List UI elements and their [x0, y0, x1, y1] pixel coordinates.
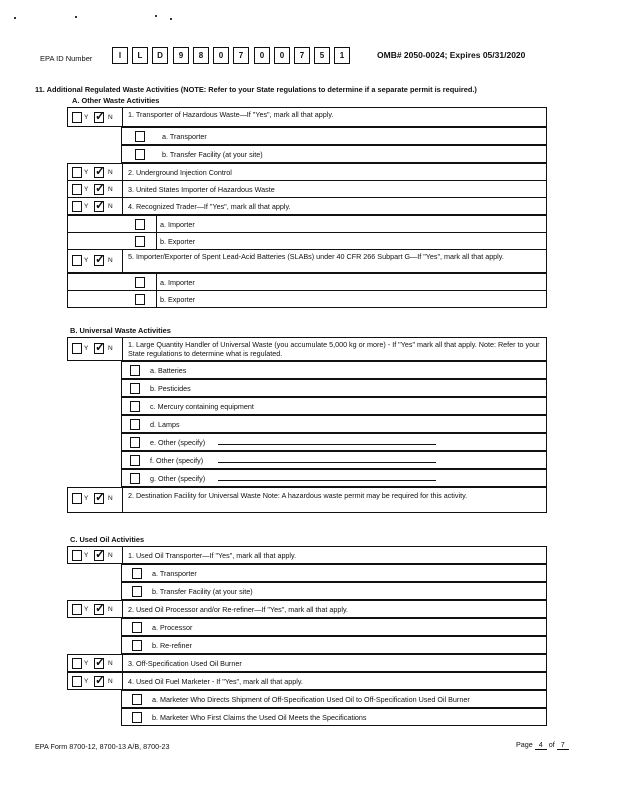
- no-checkbox[interactable]: [94, 493, 104, 504]
- scan-speck: [155, 15, 157, 17]
- activity-label: 2. Destination Facility for Universal Waste Note: A hazardous waste permit may be required for this activity.: [128, 491, 468, 500]
- sub-activity-label: b. Pesticides: [150, 384, 191, 393]
- other-f-checkbox[interactable]: [130, 455, 140, 466]
- sub-activity-label: g. Other (specify): [150, 474, 206, 483]
- activity-label: 4. Used Oil Fuel Marketer - If "Yes", mark all that apply.: [128, 677, 303, 686]
- sub-activity-row: [121, 127, 547, 145]
- epa-id-char[interactable]: 7: [294, 47, 310, 64]
- epa-id-char[interactable]: 0: [274, 47, 290, 64]
- sub-activity-label: b. Marketer Who First Claims the Used Oil Meets the Specifications: [152, 713, 367, 722]
- pesticides-checkbox[interactable]: [130, 383, 140, 394]
- activity-label: 1. Large Quantity Handler of Universal Waste (you accumulate 5,000 kg or more) - If "Yes" mark all that apply. Note: Refer to your State regulations to determine what is regulated.: [128, 340, 540, 358]
- sub-activity-label: b. Re-refiner: [152, 641, 192, 650]
- yes-no-cell: [68, 250, 123, 272]
- yes-no-cell: [68, 181, 123, 197]
- sub-activity-row: [67, 215, 547, 233]
- page-number: 4: [535, 740, 547, 750]
- epa-id-label: EPA ID Number: [40, 54, 93, 63]
- activity-label: 4. Recognized Trader—If "Yes", mark all that apply.: [128, 202, 291, 211]
- sub-activity-label: a. Importer: [160, 278, 195, 287]
- yes-checkbox[interactable]: [72, 255, 82, 266]
- yes-label: Y: [84, 114, 89, 121]
- no-checkbox[interactable]: [94, 255, 104, 266]
- universal-waste-table: [67, 337, 547, 515]
- yes-checkbox[interactable]: [72, 550, 82, 561]
- transporter-checkbox[interactable]: [135, 131, 145, 142]
- yes-checkbox[interactable]: [72, 343, 82, 354]
- sub-activity-row: [121, 469, 547, 487]
- importer-checkbox[interactable]: [135, 219, 145, 230]
- yes-label: Y: [84, 552, 89, 559]
- lamps-checkbox[interactable]: [130, 419, 140, 430]
- table-row: [67, 337, 547, 361]
- yes-no-cell: [68, 198, 123, 214]
- sub-activity-row: [121, 145, 547, 163]
- sub-activity-label: d. Lamps: [150, 420, 180, 429]
- yes-label: Y: [84, 203, 89, 210]
- yes-no-cell: [68, 547, 123, 563]
- yes-no-cell: [68, 164, 123, 180]
- yes-checkbox[interactable]: [72, 676, 82, 687]
- yes-no-cell: [68, 601, 123, 617]
- yes-label: Y: [84, 606, 89, 613]
- sub-activity-label: a. Transporter: [162, 132, 207, 141]
- sub-activity-row: [121, 451, 547, 469]
- sub-activity-label: a. Marketer Who Directs Shipment of Off-Specification Used Oil to Off-Specification Used Oil Burner: [152, 695, 470, 704]
- no-checkbox[interactable]: [94, 184, 104, 195]
- sub-activity-row: [67, 290, 547, 308]
- used-oil-table: [67, 546, 547, 730]
- yes-no-cell: [68, 655, 123, 671]
- transfer-facility-checkbox[interactable]: [132, 586, 142, 597]
- transfer-facility-checkbox[interactable]: [135, 149, 145, 160]
- table-row: [67, 672, 547, 690]
- yes-label: Y: [84, 257, 89, 264]
- sub-activity-label: a. Transporter: [152, 569, 197, 578]
- no-label: N: [108, 678, 113, 685]
- specify-line[interactable]: [218, 473, 436, 481]
- page-total: 7: [557, 740, 569, 750]
- epa-id-char[interactable]: D: [152, 47, 168, 64]
- sub-activity-row: [121, 433, 547, 451]
- exporter-checkbox[interactable]: [135, 236, 145, 247]
- sub-activity-row: [67, 232, 547, 250]
- epa-id-char[interactable]: I: [112, 47, 128, 64]
- sub-activity-label: b. Exporter: [160, 237, 196, 246]
- form-number: EPA Form 8700-12, 8700-13 A/B, 8700-23: [35, 742, 170, 751]
- activity-label: 5. Importer/Exporter of Spent Lead-Acid Batteries (SLABs) under 40 CFR 266 Subpart G—If "Yes", mark all that apply.: [128, 252, 504, 261]
- section-c-title: C. Used Oil Activities: [70, 535, 145, 544]
- section-a-title: A. Other Waste Activities: [72, 96, 160, 105]
- table-row: [67, 600, 547, 618]
- section-11-title: 11. Additional Regulated Waste Activities (NOTE: Refer to your State regulations to determine if a separate permit is required.): [35, 85, 477, 94]
- table-row: [67, 487, 547, 513]
- sub-activity-label: a. Processor: [152, 623, 193, 632]
- sub-activity-row: [121, 361, 547, 379]
- no-label: N: [108, 114, 113, 121]
- no-label: N: [108, 495, 113, 502]
- scan-speck: [75, 16, 77, 18]
- activity-label: 3. Off-Specification Used Oil Burner: [128, 659, 242, 668]
- sub-activity-label: b. Transfer Facility (at your site): [152, 587, 253, 596]
- table-row: [67, 107, 547, 127]
- no-label: N: [108, 203, 113, 210]
- activity-label: 2. Underground Injection Control: [128, 168, 232, 177]
- no-checkbox[interactable]: [94, 604, 104, 615]
- yes-checkbox[interactable]: [72, 167, 82, 178]
- sub-activity-row: [121, 564, 547, 582]
- yes-label: Y: [84, 186, 89, 193]
- processor-checkbox[interactable]: [132, 622, 142, 633]
- exporter-checkbox[interactable]: [135, 294, 145, 305]
- sub-activity-row: [121, 708, 547, 726]
- no-checkbox[interactable]: [94, 343, 104, 354]
- omb-number: OMB# 2050-0024; Expires 05/31/2020: [377, 50, 526, 60]
- sub-activity-label: a. Batteries: [150, 366, 187, 375]
- sub-activity-label: b. Transfer Facility (at your site): [162, 150, 263, 159]
- no-label: N: [108, 169, 113, 176]
- scan-speck: [170, 18, 172, 20]
- sub-activity-row: [121, 397, 547, 415]
- sub-activity-label: c. Mercury containing equipment: [150, 402, 254, 411]
- epa-id-char[interactable]: 8: [193, 47, 209, 64]
- activity-label: 1. Used Oil Transporter—If "Yes", mark all that apply.: [128, 551, 297, 560]
- scan-speck: [14, 17, 16, 19]
- activity-label: 1. Transporter of Hazardous Waste—If "Yes", mark all that apply.: [128, 110, 334, 119]
- sub-activity-row: [121, 582, 547, 600]
- no-label: N: [108, 660, 113, 667]
- sub-activity-label: f. Other (specify): [150, 456, 204, 465]
- batteries-checkbox[interactable]: [130, 365, 140, 376]
- yes-checkbox[interactable]: [72, 658, 82, 669]
- sub-activity-row: [121, 618, 547, 636]
- transporter-checkbox[interactable]: [132, 568, 142, 579]
- epa-id-char[interactable]: 1: [334, 47, 350, 64]
- table-row: [67, 249, 547, 273]
- yes-label: Y: [84, 660, 89, 667]
- importer-checkbox[interactable]: [135, 277, 145, 288]
- no-label: N: [108, 345, 113, 352]
- other-e-checkbox[interactable]: [130, 437, 140, 448]
- sub-activity-label: b. Exporter: [160, 295, 196, 304]
- yes-checkbox[interactable]: [72, 112, 82, 123]
- sub-activity-row: [121, 690, 547, 708]
- yes-no-cell: [68, 673, 123, 689]
- sub-activity-label: a. Importer: [160, 220, 195, 229]
- no-checkbox[interactable]: [94, 658, 104, 669]
- epa-id-char[interactable]: 5: [314, 47, 330, 64]
- sub-activity-label: e. Other (specify): [150, 438, 206, 447]
- no-checkbox[interactable]: [94, 112, 104, 123]
- re-refiner-checkbox[interactable]: [132, 640, 142, 651]
- no-checkbox[interactable]: [94, 201, 104, 212]
- yes-no-cell: [68, 338, 123, 360]
- activity-label: 2. Used Oil Processor and/or Re-refiner—If "Yes", mark all that apply.: [128, 605, 349, 614]
- yes-no-cell: [68, 488, 123, 512]
- no-checkbox[interactable]: [94, 676, 104, 687]
- epa-id-char[interactable]: L: [132, 47, 148, 64]
- yes-label: Y: [84, 495, 89, 502]
- sub-activity-row: [67, 273, 547, 291]
- yes-checkbox[interactable]: [72, 184, 82, 195]
- marketer-first-claims-checkbox[interactable]: [132, 712, 142, 723]
- yes-checkbox[interactable]: [72, 604, 82, 615]
- epa-id-char[interactable]: 9: [173, 47, 189, 64]
- yes-checkbox[interactable]: [72, 201, 82, 212]
- page-indicator: [516, 740, 569, 750]
- sub-activity-row: [121, 636, 547, 654]
- sub-activity-row: [121, 415, 547, 433]
- table-row: [67, 546, 547, 564]
- section-b-title: B. Universal Waste Activities: [70, 326, 171, 335]
- yes-checkbox[interactable]: [72, 493, 82, 504]
- other-waste-activities-table: [67, 107, 547, 308]
- no-checkbox[interactable]: [94, 167, 104, 178]
- table-row: [67, 197, 547, 215]
- no-label: N: [108, 606, 113, 613]
- yes-no-cell: [68, 108, 123, 126]
- mercury-equipment-checkbox[interactable]: [130, 401, 140, 412]
- table-row: [67, 654, 547, 672]
- no-checkbox[interactable]: [94, 550, 104, 561]
- no-label: N: [108, 552, 113, 559]
- sub-activity-row: [121, 379, 547, 397]
- other-g-checkbox[interactable]: [130, 473, 140, 484]
- yes-label: Y: [84, 169, 89, 176]
- specify-line[interactable]: [218, 455, 436, 463]
- no-label: N: [108, 186, 113, 193]
- page-label: Page: [516, 740, 533, 749]
- yes-label: Y: [84, 678, 89, 685]
- epa-id-char[interactable]: 0: [213, 47, 229, 64]
- marketer-directs-checkbox[interactable]: [132, 694, 142, 705]
- activity-label: 3. United States Importer of Hazardous Waste: [128, 185, 275, 194]
- no-label: N: [108, 257, 113, 264]
- of-label: of: [548, 740, 555, 749]
- epa-id-char[interactable]: 7: [233, 47, 249, 64]
- yes-label: Y: [84, 345, 89, 352]
- epa-id-char[interactable]: 0: [254, 47, 270, 64]
- specify-line[interactable]: [218, 437, 436, 445]
- table-row: [67, 163, 547, 181]
- table-row: [67, 180, 547, 198]
